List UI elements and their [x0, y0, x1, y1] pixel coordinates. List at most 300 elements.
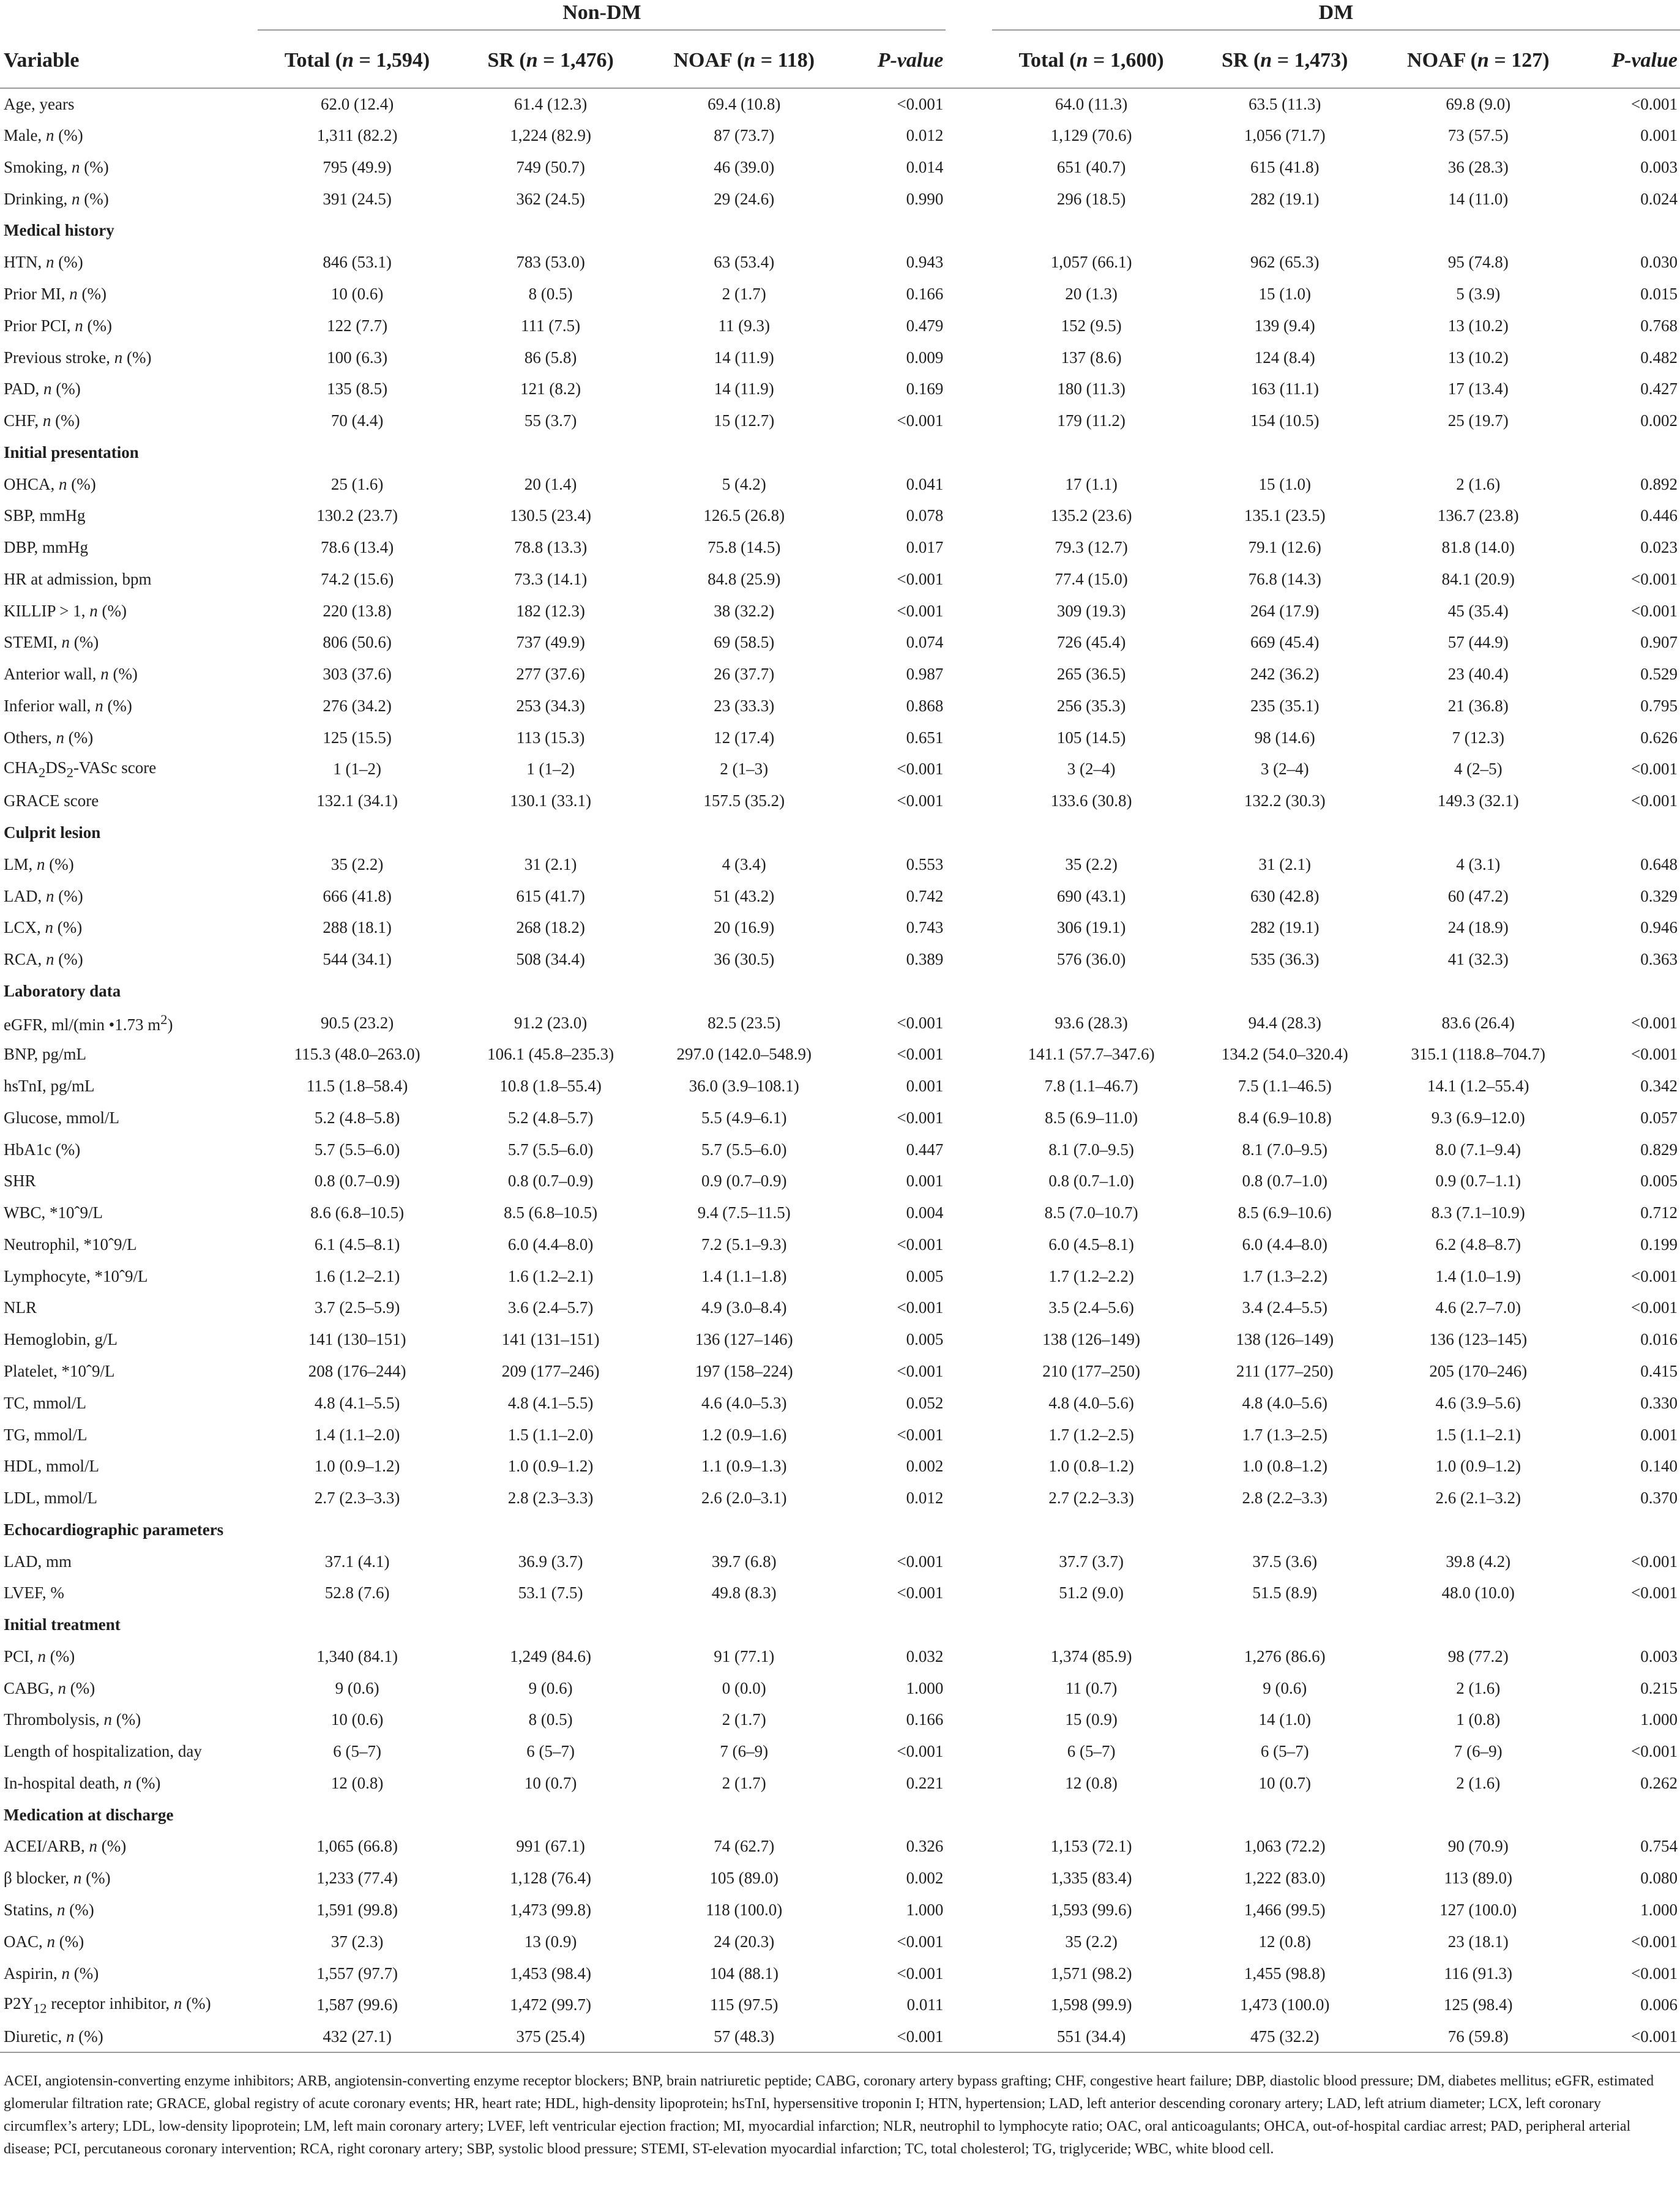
dm-sr-cell: 8.1 (7.0–9.5) — [1242, 1140, 1327, 1159]
dm-sr-cell: 1,455 (98.8) — [1244, 1964, 1326, 1983]
dm-noaf-cell: 4 (3.1) — [1456, 854, 1501, 873]
dm-total-cell: 135.2 (23.6) — [1050, 506, 1132, 525]
non-dm-p-value-cell: 0.012 — [906, 126, 944, 145]
dm-sr-cell: 211 (177–250) — [1236, 1362, 1334, 1380]
non-dm-sr-cell: 277 (37.6) — [516, 665, 585, 684]
dm-p-value-cell: 0.446 — [1640, 506, 1678, 525]
column-gap — [946, 468, 992, 500]
non-dm-sr-cell: 3.6 (2.4–5.7) — [507, 1298, 594, 1317]
dm-p-value-cell: 0.754 — [1640, 1837, 1678, 1856]
variable-label: HDL, mmol/L — [4, 1457, 99, 1476]
non-dm-p-value-cell: <0.001 — [897, 1108, 944, 1127]
table-row — [0, 722, 1680, 753]
group-header-non-dm — [258, 0, 946, 33]
non-dm-p-value-cell: <0.001 — [897, 1298, 944, 1317]
column-gap — [946, 500, 992, 532]
non-dm-noaf-cell: 105 (89.0) — [709, 1869, 778, 1888]
variable-label: Aspirin, n (%) — [4, 1964, 99, 1983]
table-row — [0, 1768, 1680, 1800]
non-dm-sr-cell: 209 (177–246) — [501, 1362, 600, 1380]
dm-p-value-cell: 0.892 — [1640, 474, 1678, 493]
non-dm-total-cell: 1 (1–2) — [333, 760, 381, 779]
dm-noaf-cell: 17 (13.4) — [1447, 379, 1509, 398]
variable-label: TG, mmol/L — [4, 1425, 88, 1444]
table-row — [0, 1324, 1680, 1356]
column-gap — [946, 1641, 992, 1673]
non-dm-p-value-cell: <0.001 — [897, 1932, 944, 1951]
dm-total-cell: 210 (177–250) — [1042, 1362, 1140, 1380]
non-dm-p-value-cell: 0.987 — [906, 665, 944, 684]
column-gap — [946, 1324, 992, 1356]
dm-p-value-cell: 0.363 — [1640, 950, 1678, 969]
column-header-p-value: P-value — [843, 33, 946, 88]
table-row — [0, 1102, 1680, 1134]
column-gap — [946, 595, 992, 627]
column-gap — [946, 88, 992, 120]
dm-p-value-cell: <0.001 — [1631, 760, 1678, 779]
table-row — [0, 342, 1680, 373]
non-dm-sr-cell: 737 (49.9) — [516, 633, 585, 652]
variable-label: Inferior wall, n (%) — [4, 696, 132, 715]
dm-total-cell: 11 (0.7) — [1065, 1678, 1118, 1697]
non-dm-sr-cell: 1 (1–2) — [526, 760, 575, 779]
non-dm-noaf-cell: 12 (17.4) — [714, 728, 775, 747]
dm-total-cell: 651 (40.7) — [1056, 157, 1126, 176]
dm-sr-cell: 135.1 (23.5) — [1244, 506, 1326, 525]
table-row — [0, 500, 1680, 532]
dm-sr-cell: 124 (8.4) — [1254, 348, 1315, 367]
non-dm-p-value-cell: 0.011 — [906, 1995, 944, 2014]
dm-p-value-cell: <0.001 — [1631, 1298, 1678, 1317]
table-row — [0, 183, 1680, 215]
table-row — [0, 595, 1680, 627]
non-dm-sr-cell: 2.8 (2.3–3.3) — [507, 1489, 594, 1508]
non-dm-noaf-cell: 75.8 (14.5) — [707, 538, 781, 557]
non-dm-p-value-cell: <0.001 — [897, 1964, 944, 1983]
non-dm-total-cell: 11.5 (1.8–58.4) — [306, 1077, 408, 1096]
column-gap — [946, 1831, 992, 1863]
column-gap — [946, 785, 992, 817]
non-dm-total-cell: 90.5 (23.2) — [320, 1013, 394, 1032]
non-dm-total-cell: 10 (0.6) — [330, 1710, 384, 1729]
column-gap — [946, 1387, 992, 1419]
dm-noaf-cell: 125 (98.4) — [1444, 1995, 1513, 2014]
non-dm-p-value-cell: 0.447 — [906, 1140, 944, 1159]
column-gap — [946, 342, 992, 373]
non-dm-p-value-cell: 0.012 — [906, 1489, 944, 1508]
dm-p-value-cell: <0.001 — [1631, 601, 1678, 620]
non-dm-p-value-cell: <0.001 — [897, 760, 944, 779]
non-dm-sr-cell: 4.8 (4.1–5.5) — [507, 1393, 594, 1412]
variable-label: Previous stroke, n (%) — [4, 348, 152, 367]
dm-noaf-cell: 60 (47.2) — [1447, 886, 1509, 905]
column-header-total: Total (n = 1,600) — [992, 33, 1190, 88]
table-row — [0, 310, 1680, 342]
non-dm-p-value-cell: 0.052 — [906, 1393, 944, 1412]
section-header-row — [0, 1609, 1680, 1641]
column-gap — [946, 1229, 992, 1261]
variable-label: Diuretic, n (%) — [0, 2021, 258, 2053]
variable-label: $CHA_2DS_2$-VASc score — [4, 758, 157, 780]
table-row — [0, 1926, 1680, 1957]
column-gap — [946, 1419, 992, 1451]
dm-total-cell: 1,153 (72.1) — [1050, 1837, 1132, 1856]
dm-p-value-cell: 0.002 — [1640, 411, 1678, 430]
column-gap — [946, 1451, 992, 1482]
dm-p-value-cell: <0.001 — [1631, 569, 1678, 588]
variable-label: Lymphocyte, *10ˆ9/L — [4, 1266, 148, 1285]
non-dm-noaf-cell: 29 (24.6) — [714, 189, 775, 208]
non-dm-sr-cell: 91.2 (23.0) — [514, 1013, 588, 1032]
section-title: Initial presentation — [4, 443, 139, 462]
dm-total-cell: 77.4 (15.0) — [1055, 569, 1128, 588]
variable-label: Platelet, *10ˆ9/L — [4, 1362, 115, 1380]
non-dm-p-value-cell: 0.326 — [906, 1837, 944, 1856]
group-header-gap — [946, 0, 992, 33]
dm-sr-cell: 1.7 (1.3–2.5) — [1242, 1425, 1327, 1444]
non-dm-total-cell: 288 (18.1) — [323, 918, 392, 937]
column-gap — [946, 912, 992, 944]
non-dm-sr-cell: 8 (0.5) — [528, 1710, 573, 1729]
non-dm-p-value-cell: 0.078 — [906, 506, 944, 525]
non-dm-sr-cell: 0.8 (0.7–0.9) — [507, 1172, 594, 1191]
dm-total-cell: 690 (43.1) — [1056, 886, 1126, 905]
non-dm-p-value-cell: 0.743 — [906, 918, 944, 937]
column-gap — [946, 405, 992, 437]
dm-sr-cell: 282 (19.1) — [1250, 918, 1320, 937]
table-row — [0, 247, 1680, 279]
dm-total-cell: 551 (34.4) — [992, 2021, 1190, 2053]
dm-total-cell: 37.7 (3.7) — [1059, 1552, 1124, 1571]
non-dm-p-value-cell: 0.553 — [906, 854, 944, 873]
non-dm-total-cell: 276 (34.2) — [323, 696, 392, 715]
non-dm-p-value-cell: 0.001 — [906, 1172, 944, 1191]
table-row — [0, 1039, 1680, 1071]
variable-label: Statins, n (%) — [4, 1901, 94, 1920]
dm-noaf-cell: 4.6 (2.7–7.0) — [1435, 1298, 1521, 1317]
dm-sr-cell: 615 (41.8) — [1250, 157, 1320, 176]
dm-sr-cell: 0.8 (0.7–1.0) — [1242, 1172, 1327, 1191]
non-dm-p-value-cell: 0.074 — [906, 633, 944, 652]
section-title: Medication at discharge — [4, 1805, 174, 1824]
dm-p-value-cell: 0.907 — [1640, 633, 1678, 652]
non-dm-total-cell: 1.0 (0.9–1.2) — [314, 1457, 400, 1476]
dm-total-cell: 309 (19.3) — [1056, 601, 1126, 620]
dm-sr-cell: 3.4 (2.4–5.5) — [1242, 1298, 1327, 1317]
dm-sr-cell: 98 (14.6) — [1254, 728, 1315, 747]
dm-noaf-cell: 36 (28.3) — [1447, 157, 1509, 176]
non-dm-p-value-cell: <0.001 — [897, 411, 944, 430]
table-row — [0, 1419, 1680, 1451]
dm-noaf-cell: 7 (6–9) — [1454, 1742, 1503, 1761]
table-row — [0, 563, 1680, 595]
variable-label: ACEI/ARB, n (%) — [4, 1837, 127, 1856]
column-gap — [946, 722, 992, 753]
non-dm-total-cell: 1,311 (82.2) — [316, 126, 398, 145]
dm-total-cell: 51.2 (9.0) — [1059, 1583, 1124, 1602]
non-dm-p-value-cell: <0.001 — [897, 1552, 944, 1571]
dm-total-cell: 141.1 (57.7–347.6) — [1028, 1045, 1155, 1064]
dm-sr-cell: 76.8 (14.3) — [1248, 569, 1321, 588]
variable-label: Neutrophil, *10ˆ9/L — [4, 1235, 137, 1254]
non-dm-p-value-cell: <0.001 — [897, 1235, 944, 1254]
dm-noaf-cell: 1.0 (0.9–1.2) — [1435, 1457, 1521, 1476]
dm-sr-cell: 7.5 (1.1–46.5) — [1238, 1077, 1332, 1096]
dm-total-cell: 4.8 (4.0–5.6) — [1048, 1393, 1134, 1412]
column-gap — [946, 659, 992, 690]
dm-sr-cell: 63.5 (11.3) — [1249, 94, 1321, 113]
dm-total-cell: 6 (5–7) — [1067, 1742, 1116, 1761]
dm-sr-cell: 51.5 (8.9) — [1252, 1583, 1318, 1602]
non-dm-total-cell: 35 (2.2) — [330, 854, 384, 873]
non-dm-sr-cell: 783 (53.0) — [516, 253, 585, 272]
non-dm-sr-cell: 130.1 (33.1) — [510, 791, 592, 810]
non-dm-noaf-cell: 197 (158–224) — [695, 1362, 793, 1380]
non-dm-total-cell: 8.6 (6.8–10.5) — [310, 1203, 405, 1222]
non-dm-noaf-cell: 1.2 (0.9–1.6) — [701, 1425, 787, 1444]
non-dm-noaf-cell: 9.4 (7.5–11.5) — [697, 1203, 791, 1222]
section-header-row — [0, 817, 1680, 849]
dm-noaf-cell: 21 (36.8) — [1447, 696, 1509, 715]
dm-total-cell: 20 (1.3) — [1065, 284, 1118, 303]
dm-p-value-cell: 0.330 — [1640, 1393, 1678, 1412]
table-row — [0, 690, 1680, 722]
dm-total-cell: 133.6 (30.8) — [1050, 791, 1132, 810]
non-dm-total-cell: 1,340 (84.1) — [316, 1647, 398, 1665]
non-dm-total-cell: 432 (27.1) — [258, 2021, 456, 2053]
non-dm-noaf-cell: 38 (32.2) — [714, 601, 775, 620]
dm-total-cell: 1.7 (1.2–2.2) — [1048, 1266, 1134, 1285]
dm-sr-cell: 242 (36.2) — [1250, 665, 1320, 684]
column-gap — [946, 1704, 992, 1736]
dm-p-value-cell: 0.712 — [1640, 1203, 1678, 1222]
non-dm-total-cell: 391 (24.5) — [323, 189, 392, 208]
variable-label: OHCA, n (%) — [4, 474, 96, 493]
non-dm-sr-cell: 1.5 (1.1–2.0) — [507, 1425, 594, 1444]
variable-label: Anterior wall, n (%) — [4, 665, 138, 684]
column-gap — [946, 1577, 992, 1609]
variable-label: WBC, *10ˆ9/L — [4, 1203, 103, 1222]
non-dm-noaf-cell: 115 (97.5) — [710, 1995, 778, 2014]
table-row — [0, 1736, 1680, 1768]
column-gap — [946, 310, 992, 342]
non-dm-p-value-cell: 0.032 — [906, 1647, 944, 1665]
dm-p-value-cell: 1.000 — [1640, 1710, 1678, 1729]
dm-sr-cell: 669 (45.4) — [1250, 633, 1320, 652]
dm-p-value-cell: 0.946 — [1640, 918, 1678, 937]
dm-sr-cell: 15 (1.0) — [1258, 474, 1311, 493]
non-dm-total-cell: 303 (37.6) — [323, 665, 392, 684]
section-title: Medical history — [4, 221, 114, 240]
column-gap — [946, 1260, 992, 1292]
dm-total-cell: 726 (45.4) — [1056, 633, 1126, 652]
non-dm-total-cell: 1,065 (66.8) — [316, 1837, 398, 1856]
non-dm-total-cell: 5.7 (5.5–6.0) — [314, 1140, 400, 1159]
table-row — [0, 1957, 1680, 1989]
column-gap — [946, 183, 992, 215]
non-dm-p-value-cell: <0.001 — [897, 94, 944, 113]
section-header-row — [0, 1514, 1680, 1546]
dm-sr-cell: 1,063 (72.2) — [1244, 1837, 1326, 1856]
non-dm-total-cell: 1,557 (97.7) — [316, 1964, 398, 1983]
table-body — [0, 88, 1680, 2052]
dm-p-value-cell: 0.006 — [1640, 1995, 1678, 2014]
variable-label: β blocker, n (%) — [4, 1869, 111, 1888]
dm-noaf-cell: 1 (0.8) — [1456, 1710, 1501, 1729]
non-dm-total-cell: 6 (5–7) — [333, 1742, 381, 1761]
dm-sr-cell: 8.4 (6.9–10.8) — [1238, 1108, 1332, 1127]
dm-noaf-cell: 149.3 (32.1) — [1437, 791, 1519, 810]
non-dm-p-value-cell: <0.001 — [897, 601, 944, 620]
dm-total-cell: 8.5 (7.0–10.7) — [1044, 1203, 1138, 1222]
dm-total-cell: 1,593 (99.6) — [1050, 1901, 1132, 1920]
dm-noaf-cell: 8.0 (7.1–9.4) — [1435, 1140, 1521, 1159]
non-dm-p-value-cell: 0.169 — [906, 379, 944, 398]
non-dm-sr-cell: 1,473 (99.8) — [510, 1901, 592, 1920]
dm-sr-cell: 163 (11.1) — [1250, 379, 1319, 398]
dm-total-cell: 6.0 (4.5–8.1) — [1048, 1235, 1134, 1254]
variable-label: Male, n (%) — [4, 126, 83, 145]
variable-label: GRACE score — [4, 791, 99, 810]
non-dm-total-cell: 130.2 (23.7) — [316, 506, 398, 525]
dm-p-value-cell: 1.000 — [1640, 1901, 1678, 1920]
variable-label: BNP, pg/mL — [4, 1045, 87, 1064]
dm-noaf-cell: 4.6 (3.9–5.6) — [1435, 1393, 1521, 1412]
non-dm-p-value-cell: 0.041 — [906, 474, 944, 493]
non-dm-p-value-cell: <0.001 — [843, 2021, 946, 2053]
non-dm-noaf-cell: 39.7 (6.8) — [711, 1552, 777, 1571]
non-dm-sr-cell: 991 (67.1) — [516, 1837, 585, 1856]
variable-label: Thrombolysis, n (%) — [4, 1710, 141, 1729]
table-row — [0, 944, 1680, 976]
non-dm-total-cell: 12 (0.8) — [330, 1773, 384, 1792]
table-row — [0, 88, 1680, 120]
group-header-row — [0, 0, 1680, 33]
dm-sr-cell: 154 (10.5) — [1250, 411, 1320, 430]
variable-label: LAD, mm — [4, 1552, 72, 1571]
non-dm-total-cell: 795 (49.9) — [323, 157, 392, 176]
non-dm-p-value-cell: 0.004 — [906, 1203, 944, 1222]
dm-p-value-cell: 0.415 — [1640, 1362, 1678, 1380]
dm-total-cell: 306 (19.1) — [1056, 918, 1126, 937]
non-dm-noaf-cell: 1.4 (1.1–1.8) — [701, 1266, 787, 1285]
column-gap — [946, 1894, 992, 1926]
table-row — [0, 1165, 1680, 1197]
variable-label: KILLIP > 1, n (%) — [4, 601, 127, 620]
table-row — [0, 1007, 1680, 1039]
column-gap — [946, 1989, 992, 2021]
non-dm-sr-cell: 73.3 (14.1) — [514, 569, 588, 588]
column-gap — [946, 1165, 992, 1197]
table-row — [0, 1134, 1680, 1165]
dm-sr-cell: 1.0 (0.8–1.2) — [1242, 1457, 1327, 1476]
dm-sr-cell: 6 (5–7) — [1260, 1742, 1309, 1761]
non-dm-noaf-cell: 15 (12.7) — [714, 411, 775, 430]
dm-total-cell: 1.7 (1.2–2.5) — [1048, 1425, 1134, 1444]
non-dm-noaf-cell: 91 (77.1) — [714, 1647, 775, 1665]
column-gap — [946, 880, 992, 912]
variable-label: eGFR, ml/(min •1.73 $m^2$) — [4, 1011, 173, 1034]
group-label-dm: DM — [992, 1, 1680, 31]
non-dm-sr-cell: 53.1 (7.5) — [518, 1583, 583, 1602]
non-dm-sr-cell: 61.4 (12.3) — [514, 94, 588, 113]
group-label-non-dm: Non-DM — [258, 1, 946, 31]
column-gap — [946, 1957, 992, 1989]
non-dm-p-value-cell: 0.651 — [906, 728, 944, 747]
table-row — [0, 1641, 1680, 1673]
variable-label: Length of hospitalization, day — [4, 1742, 202, 1761]
non-dm-sr-cell: 121 (8.2) — [520, 379, 581, 398]
column-gap — [946, 1768, 992, 1800]
non-dm-sr-cell: 78.8 (13.3) — [514, 538, 588, 557]
column-gap — [946, 247, 992, 279]
table-row — [0, 1546, 1680, 1577]
non-dm-noaf-cell: 23 (33.3) — [714, 696, 775, 715]
dm-noaf-cell: 24 (18.9) — [1447, 918, 1509, 937]
variable-label: HTN, n (%) — [4, 253, 83, 272]
dm-noaf-cell: 136 (123–145) — [1429, 1330, 1528, 1349]
table-row — [0, 912, 1680, 944]
dm-total-cell: 180 (11.3) — [1057, 379, 1126, 398]
variable-label: Prior MI, n (%) — [4, 284, 106, 303]
dm-total-cell: 35 (2.2) — [1065, 854, 1118, 873]
non-dm-p-value-cell: 0.868 — [906, 696, 944, 715]
variable-label: PCI, n (%) — [4, 1647, 75, 1665]
column-header-noaf: NOAF (n = 118) — [645, 33, 843, 88]
dm-sr-cell: 264 (17.9) — [1250, 601, 1320, 620]
dm-sr-cell: 235 (35.1) — [1250, 696, 1320, 715]
non-dm-p-value-cell: 0.166 — [906, 284, 944, 303]
non-dm-total-cell: 806 (50.6) — [323, 633, 392, 652]
non-dm-noaf-cell: 5.7 (5.5–6.0) — [701, 1140, 787, 1159]
table-row — [0, 152, 1680, 184]
table-row — [0, 753, 1680, 785]
non-dm-p-value-cell: 0.001 — [906, 1077, 944, 1096]
variable-label: $P2Y_{12}$ receptor inhibitor, n (%) — [4, 1994, 211, 2016]
non-dm-sr-cell: 253 (34.3) — [516, 696, 585, 715]
non-dm-noaf-cell: 157.5 (35.2) — [703, 791, 785, 810]
dm-p-value-cell: 0.016 — [1640, 1330, 1678, 1349]
dm-noaf-cell: 7 (12.3) — [1452, 728, 1505, 747]
non-dm-sr-cell: 55 (3.7) — [524, 411, 577, 430]
non-dm-noaf-cell: 4.9 (3.0–8.4) — [701, 1298, 787, 1317]
table-row — [0, 468, 1680, 500]
column-gap — [946, 753, 992, 785]
dm-p-value-cell: 0.057 — [1640, 1108, 1678, 1127]
non-dm-p-value-cell: <0.001 — [897, 1583, 944, 1602]
non-dm-noaf-cell: 1.1 (0.9–1.3) — [701, 1457, 787, 1476]
non-dm-noaf-cell: 2 (1–3) — [720, 760, 769, 779]
dm-noaf-cell: 45 (35.4) — [1447, 601, 1509, 620]
non-dm-sr-cell: 1,453 (98.4) — [510, 1964, 592, 1983]
dm-noaf-cell: 1.4 (1.0–1.9) — [1435, 1266, 1521, 1285]
non-dm-total-cell: 62.0 (12.4) — [320, 94, 394, 113]
non-dm-sr-cell: 1,224 (82.9) — [510, 126, 592, 145]
dm-p-value-cell: 0.080 — [1640, 1869, 1678, 1888]
non-dm-sr-cell: 182 (12.3) — [516, 601, 585, 620]
column-header-sr: SR (n = 1,473) — [1190, 33, 1379, 88]
column-gap — [946, 627, 992, 659]
dm-total-cell: 0.8 (0.7–1.0) — [1048, 1172, 1134, 1191]
column-gap — [946, 690, 992, 722]
dm-total-cell: 12 (0.8) — [1065, 1773, 1118, 1792]
dm-noaf-cell: 23 (18.1) — [1447, 1932, 1509, 1951]
dm-noaf-cell: 76 (59.8) — [1379, 2021, 1577, 2053]
dm-sr-cell: 1,056 (71.7) — [1244, 126, 1326, 145]
non-dm-p-value-cell: 0.005 — [906, 1266, 944, 1285]
non-dm-noaf-cell: 49.8 (8.3) — [711, 1583, 777, 1602]
table-row — [0, 627, 1680, 659]
